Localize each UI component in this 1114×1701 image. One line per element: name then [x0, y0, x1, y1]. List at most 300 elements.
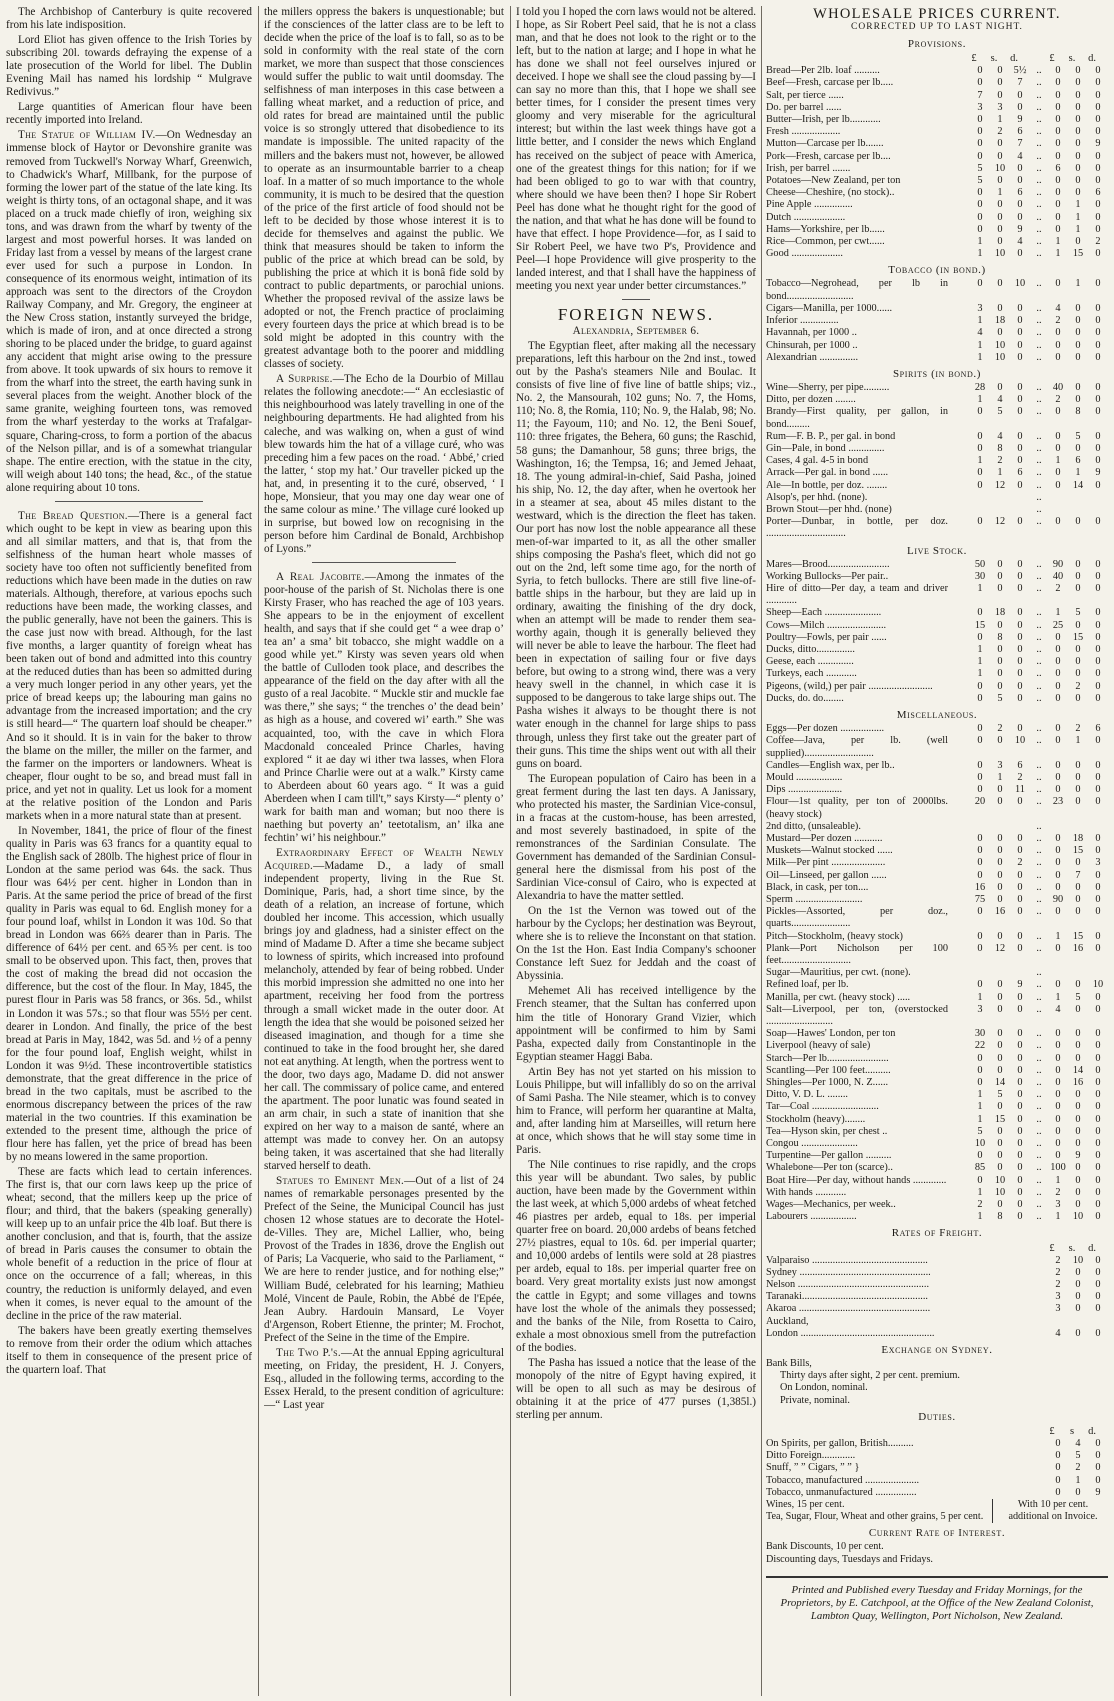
price-values: [948, 906, 1108, 918]
price-values: [1038, 1267, 1108, 1279]
price-separator: ..: [1036, 979, 1042, 991]
price-value: 30: [974, 570, 986, 582]
price-value: 0: [1095, 1101, 1101, 1113]
price-value: 0: [1055, 339, 1061, 351]
paragraph: The bakers have been greatly exerting themselves to remove from their order the odium which attaches itself to them in consequence of the present price of the quartern loaf. That: [6, 1324, 252, 1376]
price-values: [948, 175, 1108, 187]
price-values: [948, 352, 1108, 364]
price-value: 2: [997, 723, 1003, 735]
price-separator: ..: [1036, 607, 1042, 619]
price-value: 2: [1055, 1186, 1061, 1198]
price-value: 50: [974, 558, 986, 570]
section-heading-foreign-news: FOREIGN NEWS.: [557, 305, 715, 325]
price-value: 18: [994, 315, 1006, 327]
price-label: Potatoes—New Zealand, per ton: [766, 175, 901, 187]
article-body: —There is a general fact which ought to be kept in view as bearing upon this and all similar matters, and that is, that from the selfishness of the human heart whole masses of society have too often not sufficiently benefited from reductions which have been made in the duties on raw materials. Although, therefore, at various epochs such reductions have been made, the working classes, and the public generally, have not been the gainers. This is the case just now with bread. Although, for the last five months, a larger quantity of foreign wheat has been taken out of bond and admitted into this country at the reduced duties than has been so admitted during a very much longer period in any other years, yet the price of bread keeps up; the labouring man gains no advantage from the increased importation; and the cry is still heard—“ The quartern loaf should be cheaper.” And so it should. It is in vain for the baker to throw the blame on the miller, the miller on the farmer, and the farmer on the importers or landowners. Wheat is cheaper, flour ought to be so, and bread must fall in price, and yet not in quality. Let us look for a moment at the relative position of the London and Paris markets when in a more natural state than at present.: [6, 509, 252, 822]
price-value: 0: [1075, 89, 1081, 101]
price-value: 0: [1095, 1003, 1101, 1015]
price-value: 10: [994, 248, 1006, 260]
price-value: 1: [977, 991, 983, 1003]
price-value: [1068, 967, 1088, 979]
price-separator: ..: [1036, 223, 1042, 235]
price-row: [766, 979, 1108, 991]
price-label: Pine Apple ...............: [766, 199, 853, 211]
price-value: 0: [997, 583, 1003, 595]
price-row: [766, 1175, 1108, 1187]
price-value: 0: [1017, 668, 1023, 680]
price-value: 1: [997, 771, 1003, 783]
price-value: 0: [1095, 1162, 1101, 1174]
price-value: 0: [1017, 583, 1023, 595]
price-value: 5: [997, 692, 1003, 704]
paragraph: the millers oppress the bakers is unquestionable; but if the consciences of the latter class are to be left to decide when the price of the loaf is to fall, so as to be sold in conformity with the real state of the corn market, we more than suspect that those consciences would suffer the public to wait until doomsday. The selfishness of man interposes in this case between a falling wheat market, and a reduction of price, and old rates for bread are maintained until the public voice is so strongly uttered that disobedience to its mandate is impossible. The united rapacity of the millers and the bakers must not, however, be allowed to operate as an insurmountable barrier to a cheap loaf. In a matter of so much importance to the whole community, it is much to be desired that the question of the price of the first article of food should not be left to be decided by those whose interest it is to decide for themselves and against the public. We think that measures should be taken to inform the public of the price at which bread can be sold, by publishing the price at which it is bonâ fide sold by contract to public departments, or parochial unions. Whether the proposed revival of the assize laws be adopted or not, the French practice of proclaiming every fourteen days the price at which bread is to be sold might be adopted in this country with the greatest advantage both to the poorer and middling classes of society.: [264, 6, 504, 371]
price-value: 0: [1055, 1450, 1061, 1462]
price-label: Tobacco, manufactured .....................: [766, 1474, 920, 1486]
price-value: 0: [1075, 796, 1081, 808]
price-row: [766, 65, 1108, 77]
price-value: 0: [1075, 114, 1081, 125]
price-values: [948, 1175, 1108, 1187]
price-value: 1: [1075, 467, 1081, 479]
price-value: 10: [1014, 278, 1026, 290]
price-value: [1048, 504, 1068, 516]
price-value: 15: [974, 619, 986, 631]
price-value: 0: [977, 126, 983, 138]
price-value: 0: [1075, 315, 1081, 327]
price-label: Do. per barrel ......: [766, 101, 842, 113]
price-value: 0: [997, 1028, 1003, 1040]
price-value: 0: [1075, 138, 1081, 150]
price-label: Brandy—First quality, per gallon, in bond.........: [766, 406, 948, 430]
price-value: 0: [997, 381, 1003, 393]
price-value: 0: [1017, 723, 1023, 735]
currency-unit: d.: [1088, 1425, 1096, 1437]
price-value: 0: [1055, 89, 1061, 101]
price-value: 0: [1017, 680, 1023, 692]
price-value: 0: [1075, 351, 1081, 363]
price-value: 6: [1017, 759, 1023, 771]
price-row: [766, 632, 1108, 644]
price-label: Nelson ...................................................: [766, 1278, 930, 1290]
price-row: [766, 992, 1108, 1004]
price-separator: ..: [1036, 735, 1042, 747]
price-value: 0: [997, 857, 1003, 869]
price-value: 0: [1075, 857, 1081, 869]
price-separator: ..: [1036, 680, 1042, 692]
price-values: [948, 772, 1108, 784]
price-value: 0: [1055, 832, 1061, 844]
price-value: 0: [1075, 668, 1081, 680]
price-value: 0: [1055, 784, 1061, 796]
price-value: 0: [1075, 906, 1081, 918]
price-value: 0: [1095, 583, 1101, 595]
column-rule: [258, 6, 259, 1696]
price-value: 0: [1095, 1064, 1101, 1076]
price-row: [766, 967, 1108, 979]
price-value: 0: [1095, 1089, 1101, 1101]
price-values: [948, 65, 1108, 77]
price-value: 0: [1095, 430, 1101, 442]
price-value: 0: [1075, 101, 1081, 113]
price-row: [766, 480, 1108, 492]
price-value: 2: [997, 455, 1003, 467]
price-label: Ducks, ditto...............: [766, 644, 855, 656]
price-value: 0: [1055, 150, 1061, 162]
price-row: [766, 1040, 1108, 1052]
price-value: 0: [1095, 771, 1101, 783]
price-separator: ..: [1036, 1150, 1042, 1162]
price-value: 0: [997, 979, 1003, 991]
price-separator: ..: [1036, 479, 1042, 491]
article-jacobite: [264, 571, 504, 845]
price-value: 0: [1075, 65, 1081, 77]
price-value: 0: [1055, 199, 1061, 211]
price-value: 0: [1095, 656, 1101, 668]
price-label: Fresh ...................: [766, 126, 841, 138]
price-value: 0: [1075, 327, 1081, 339]
price-label: Geese, each ..............: [766, 656, 854, 668]
price-value: 0: [1095, 1450, 1101, 1462]
price-value: 0: [977, 930, 983, 942]
price-value: 6: [1017, 187, 1023, 199]
price-value: 0: [997, 558, 1003, 570]
price-values: [1038, 1487, 1108, 1499]
price-value: 0: [1075, 126, 1081, 138]
price-value: 0: [997, 302, 1003, 314]
prices-subtitle: CORRECTED UP TO LAST NIGHT.: [851, 22, 1023, 33]
price-value: 0: [1055, 881, 1061, 893]
price-row: [766, 644, 1108, 656]
price-row: [766, 668, 1108, 680]
price-value: 0: [997, 236, 1003, 248]
price-value: 0: [1055, 1113, 1061, 1125]
price-value: 0: [997, 89, 1003, 101]
price-value: 0: [977, 516, 983, 528]
price-row: [766, 163, 1108, 175]
divider: [55, 501, 203, 502]
price-separator: ..: [1036, 869, 1042, 881]
price-value: 0: [1017, 101, 1023, 113]
price-value: 0: [1095, 680, 1101, 692]
price-value: [1048, 967, 1068, 979]
price-values: [948, 784, 1108, 796]
price-label: Eggs—Per dozen .................: [766, 723, 885, 735]
price-values: [948, 126, 1108, 138]
price-label: Black, in cask, per ton....: [766, 881, 869, 893]
price-label: 2nd ditto, (unsaleable).: [766, 820, 861, 832]
price-label: Starch—Per lb........................: [766, 1052, 889, 1064]
price-value: 0: [997, 784, 1003, 796]
price-value: 22: [974, 1040, 986, 1052]
price-values: [948, 931, 1108, 943]
price-separator: ..: [1036, 619, 1042, 631]
price-value: 0: [1017, 430, 1023, 442]
price-row: [766, 1291, 1108, 1303]
price-row: [766, 1328, 1108, 1340]
price-row: [766, 1004, 1108, 1028]
price-value: 1: [1075, 1474, 1081, 1486]
price-value: 0: [1095, 845, 1101, 857]
price-row: [766, 315, 1108, 327]
price-separator: ..: [1036, 1138, 1042, 1150]
price-value: 0: [1017, 162, 1023, 174]
price-values: [948, 187, 1108, 199]
price-value: 25: [1052, 619, 1064, 631]
currency-unit: d.: [1088, 53, 1096, 65]
price-label: Snuff, ” ” Cigars, ” ” }: [766, 1462, 860, 1474]
price-row: [766, 1187, 1108, 1199]
price-value: 0: [977, 114, 983, 125]
price-value: 10: [1014, 735, 1026, 747]
article-heading: The Two P.'s.: [276, 1346, 342, 1359]
price-value: 0: [1095, 394, 1101, 406]
price-value: 5: [997, 1089, 1003, 1101]
price-row: [766, 1028, 1108, 1040]
price-values: [948, 236, 1108, 248]
price-value: 0: [997, 644, 1003, 656]
price-row: [766, 1162, 1108, 1174]
price-value: 0: [1055, 668, 1061, 680]
price-label: Akaroa ...................................................: [766, 1303, 931, 1315]
price-value: 5: [1075, 1450, 1081, 1462]
price-row: [766, 467, 1108, 479]
price-value: 0: [1095, 735, 1101, 747]
price-value: 0: [1055, 680, 1061, 692]
price-separator: ..: [1036, 668, 1042, 680]
price-label: Labourers ..................: [766, 1211, 857, 1223]
price-label: Pigeons, (wild,) per pair .........................: [766, 680, 933, 692]
price-value: 16: [994, 906, 1006, 918]
price-value: 0: [1017, 991, 1023, 1003]
price-label: Dips .....................: [766, 784, 843, 796]
price-value: 10: [1092, 979, 1104, 991]
price-value: 0: [1075, 339, 1081, 351]
price-values: [948, 303, 1108, 315]
price-value: 0: [1075, 442, 1081, 454]
price-values: [948, 1150, 1108, 1162]
price-label: Rice—Common, per cwt......: [766, 236, 885, 248]
price-label: Boat Hire—Per day, without hands .............: [766, 1174, 947, 1186]
price-value: 0: [1017, 619, 1023, 631]
price-values: [948, 90, 1108, 102]
price-value: 12: [994, 942, 1006, 954]
price-value: 0: [1055, 1125, 1061, 1137]
price-value: 0: [1055, 1101, 1061, 1113]
price-value: 0: [997, 327, 1003, 339]
price-value: 18: [994, 607, 1006, 619]
currency-unit: s.: [1068, 53, 1076, 65]
price-value: 8: [997, 1211, 1003, 1223]
price-label: Cigars—Manilla, per 1000......: [766, 302, 893, 314]
price-row: [766, 1211, 1108, 1223]
price-label: Turpentine—Per gallon ..........: [766, 1150, 892, 1162]
price-value: 0: [1095, 1150, 1101, 1162]
price-row: [766, 187, 1108, 199]
price-value: 18: [1072, 832, 1084, 844]
price-values: [948, 607, 1108, 619]
price-label: Stockholm (heavy)........: [766, 1113, 866, 1125]
price-value: 0: [1095, 784, 1101, 796]
price-row: [766, 1053, 1108, 1065]
price-value: 0: [1055, 223, 1061, 235]
price-value: 0: [1095, 796, 1101, 808]
price-value: [990, 967, 1010, 979]
price-value: 0: [1095, 302, 1101, 314]
price-values: [1038, 1279, 1108, 1291]
price-value: 0: [1095, 1254, 1101, 1266]
price-value: 0: [977, 278, 983, 290]
price-value: 0: [1075, 1162, 1081, 1174]
price-separator: ..: [1036, 1003, 1042, 1015]
price-separator: ..: [1036, 491, 1042, 503]
price-row: [766, 248, 1108, 260]
article-body: —Out of a list of 24 names of remarkable personages presented by the Prefect of the Seine, the Municipal Council has just chosen 12 whose statues are to decorate the Hotel-de-Villes. They are, Michel Lallier, who, being Provost of the Trades in 1836, drove the English out of Paris; La Vacquerie, who said to the Parliament, “ We are here to render justice, and for nothing else;” William Budé, celebrated for his learning; Mathieu Molé, Vincent de Paule, Robin, the Abbé de l'Epée, Jean Aubry. Hardouin Mansard, Le Voyer d'Argenson, Robert Etienne, the printer; M. Frochot, Prefect of the Seine in the time of the Empire.: [264, 1175, 504, 1344]
price-separator: ..: [1036, 631, 1042, 643]
price-value: [1010, 967, 1030, 979]
price-label: Scantling—Per 100 feet..........: [766, 1064, 891, 1076]
price-value: 0: [1017, 1064, 1023, 1076]
price-value: 0: [1055, 906, 1061, 918]
price-label: Mustard—Per dozen ...........: [766, 832, 883, 844]
price-value: 0: [997, 1064, 1003, 1076]
price-value: 0: [977, 138, 983, 150]
price-value: 3: [977, 1003, 983, 1015]
price-value: 2: [1055, 394, 1061, 406]
price-value: 0: [997, 138, 1003, 150]
price-value: 1: [1075, 223, 1081, 235]
price-label: Inferior ...............: [766, 315, 839, 327]
price-value: 0: [1095, 1199, 1101, 1211]
price-value: 0: [997, 1101, 1003, 1113]
price-value: 0: [997, 65, 1003, 77]
price-value: 0: [1075, 162, 1081, 174]
price-values: [948, 943, 1108, 955]
price-value: 0: [977, 857, 983, 869]
price-value: 1: [1055, 991, 1061, 1003]
price-value: 8: [1075, 406, 1081, 418]
price-value: 5: [977, 162, 983, 174]
price-values: [948, 315, 1108, 327]
price-label: Gin—Pale, in bond ..............: [766, 442, 885, 454]
price-value: 0: [997, 1150, 1003, 1162]
price-values: [948, 857, 1108, 869]
price-value: 0: [1075, 175, 1081, 187]
price-row: [766, 772, 1108, 784]
price-separator: ..: [1036, 503, 1042, 515]
price-value: 6: [1017, 467, 1023, 479]
price-value: 0: [1095, 832, 1101, 844]
price-row: [766, 138, 1108, 150]
price-value: 1: [977, 1113, 983, 1125]
price-value: 0: [1095, 881, 1101, 893]
price-values: [948, 735, 1108, 747]
price-values: [1038, 1438, 1108, 1450]
price-value: 0: [977, 442, 983, 454]
price-label: Oil—Linseed, per gallon ......: [766, 869, 887, 881]
price-value: 0: [1075, 1327, 1081, 1339]
price-row: [766, 1114, 1108, 1126]
price-value: 3: [977, 302, 983, 314]
price-value: 0: [1055, 442, 1061, 454]
price-separator: ..: [1036, 1028, 1042, 1040]
price-value: 0: [1095, 570, 1101, 582]
price-value: 0: [1095, 351, 1101, 363]
price-value: 7: [1017, 138, 1023, 150]
price-value: 85: [974, 1162, 986, 1174]
price-separator: ..: [1036, 723, 1042, 735]
price-value: 0: [1095, 248, 1101, 260]
price-value: [1048, 492, 1068, 504]
price-row: [766, 406, 1108, 430]
price-value: 12: [994, 516, 1006, 528]
price-values: [948, 571, 1108, 583]
price-separator: ..: [1036, 211, 1042, 223]
price-separator: ..: [1036, 692, 1042, 704]
price-value: 0: [1095, 631, 1101, 643]
price-value: 0: [1055, 1138, 1061, 1150]
price-value: 2: [1075, 723, 1081, 735]
price-separator: ..: [1036, 327, 1042, 339]
price-value: 3: [1055, 1291, 1061, 1303]
price-row: [766, 1101, 1108, 1113]
newspaper-page: [6, 6, 1108, 1696]
price-label: Valparaiso .............................................: [766, 1254, 928, 1266]
price-value: 0: [1075, 516, 1081, 528]
price-value: 0: [997, 832, 1003, 844]
price-separator: ..: [1036, 1101, 1042, 1113]
price-label: Whalebone—Per ton (scarce)..: [766, 1162, 893, 1174]
price-values: [948, 382, 1108, 394]
price-value: 0: [1055, 211, 1061, 223]
divider: [622, 299, 651, 300]
price-values: [948, 1053, 1108, 1065]
price-value: 0: [997, 1199, 1003, 1211]
price-value: 0: [1017, 1174, 1023, 1186]
price-value: 0: [1095, 65, 1101, 77]
price-value: 4: [997, 394, 1003, 406]
price-value: 0: [1095, 1040, 1101, 1052]
price-value: 0: [1055, 1437, 1061, 1449]
price-label: Flour—1st quality, per ton of 2000lbs. (heavy stock): [766, 796, 948, 820]
price-values: [948, 979, 1108, 991]
price-value: 16: [1072, 1077, 1084, 1089]
price-values: [948, 504, 1108, 516]
price-values: [1038, 1450, 1108, 1462]
price-values: [948, 1162, 1108, 1174]
article-heading: A Surprise.: [276, 373, 333, 386]
price-row: [766, 870, 1108, 882]
price-value: 1: [977, 394, 983, 406]
price-values: [948, 656, 1108, 668]
price-row: [766, 151, 1108, 163]
price-value: 0: [1055, 187, 1061, 199]
price-value: 0: [1055, 1089, 1061, 1101]
price-separator: ..: [1036, 406, 1042, 418]
article-wealth: [264, 847, 504, 1173]
price-value: 15: [1072, 248, 1084, 260]
price-value: 0: [977, 979, 983, 991]
price-label: Working Bullocks—Per pair..: [766, 570, 889, 582]
article-surprise: [264, 373, 504, 556]
price-value: 0: [1055, 430, 1061, 442]
duties-heading: Duties.: [918, 1410, 956, 1423]
price-value: 3: [1055, 1303, 1061, 1315]
price-value: 2: [1055, 1278, 1061, 1290]
price-value: 0: [1017, 832, 1023, 844]
price-separator: ..: [1036, 1113, 1042, 1125]
price-value: 0: [1017, 315, 1023, 327]
price-separator: ..: [1036, 77, 1042, 89]
